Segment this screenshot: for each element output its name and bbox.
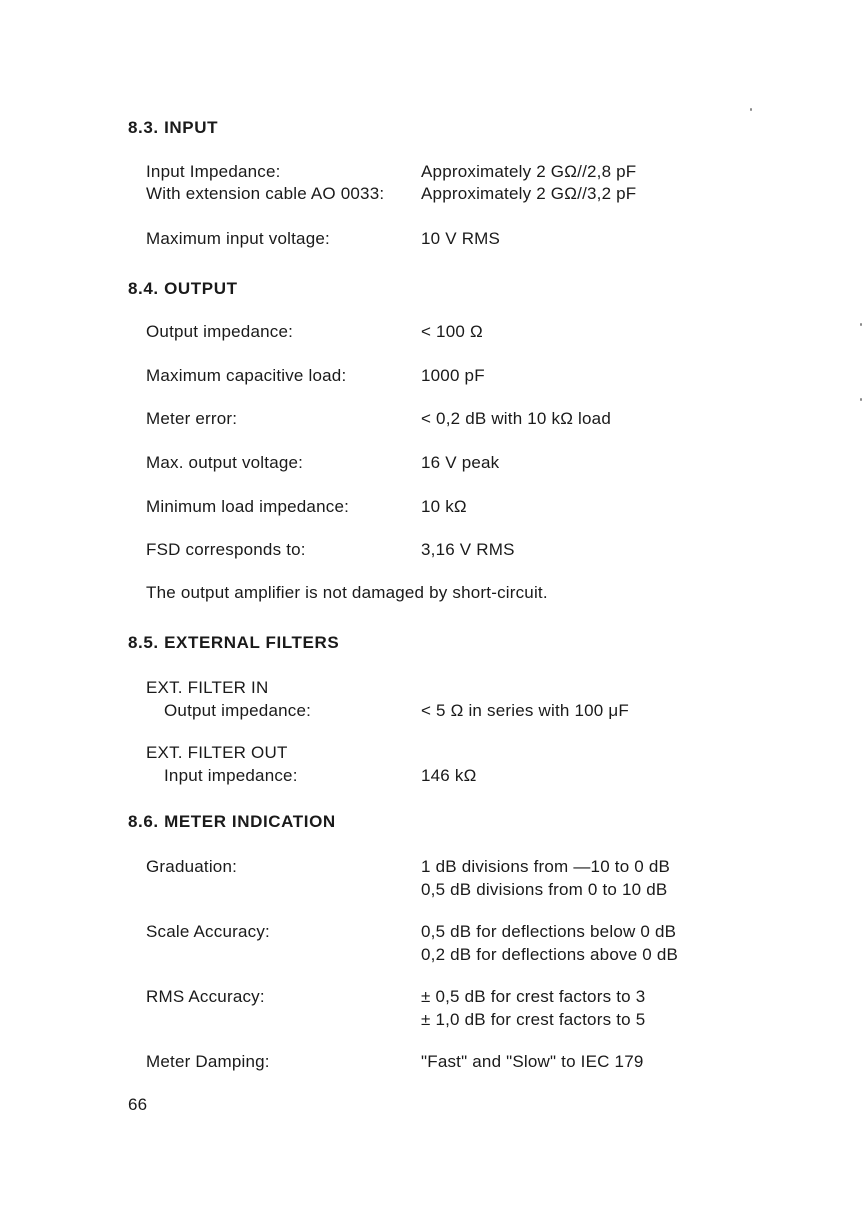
- spec-value: 3,16 V RMS: [421, 540, 515, 559]
- spec-sublabel: Output impedance:: [164, 701, 312, 720]
- spec-row-fsd: [146, 538, 846, 561]
- spec-row-rms-accuracy: [146, 985, 846, 1031]
- scan-speck: [750, 108, 752, 111]
- spec-label: RMS Accuracy:: [146, 987, 265, 1006]
- spec-label: Maximum input voltage:: [146, 229, 330, 248]
- output-note: The output amplifier is not damaged by short-circuit.: [146, 583, 548, 602]
- spec-row-scale-accuracy: [146, 920, 846, 966]
- spec-label: Meter Damping:: [146, 1052, 270, 1071]
- spec-label-group: [146, 676, 421, 722]
- spec-value-group: [421, 920, 846, 966]
- spec-value-line: "Fast" and "Slow" to IEC 179: [421, 1052, 644, 1071]
- spec-value: Approximately 2 GΩ//3,2 pF: [421, 184, 637, 203]
- spec-value-line: ± 1,0 dB for crest factors to 5: [421, 1010, 646, 1029]
- spec-label: Input Impedance:: [146, 162, 281, 181]
- spec-row-meter-error: [146, 407, 846, 430]
- spec-value: < 0,2 dB with 10 kΩ load: [421, 409, 611, 428]
- spec-label: Scale Accuracy:: [146, 922, 270, 941]
- spec-value-line: 1 dB divisions from —10 to 0 dB: [421, 857, 671, 876]
- spec-label: Maximum capacitive load:: [146, 366, 347, 385]
- spec-value: < 100 Ω: [421, 322, 483, 341]
- spec-value-line: 0,5 dB for deflections below 0 dB: [421, 922, 677, 941]
- spec-row-input-impedance: [146, 160, 846, 183]
- spec-value: 10 kΩ: [421, 497, 467, 516]
- spec-label: Graduation:: [146, 857, 238, 876]
- spec-label: Max. output voltage:: [146, 453, 304, 472]
- spec-sublabel: Input impedance:: [164, 766, 298, 785]
- section-heading-input: 8.3. INPUT: [128, 118, 219, 137]
- spec-value-group: [421, 1050, 846, 1073]
- spec-label: EXT. FILTER IN: [146, 678, 269, 697]
- spec-value: Approximately 2 GΩ//2,8 pF: [421, 162, 637, 181]
- spec-row-capacitive-load: [146, 364, 846, 387]
- spec-row-ext-filter-out: [146, 741, 846, 787]
- section-heading-external-filters: 8.5. EXTERNAL FILTERS: [128, 633, 340, 652]
- scan-speck: [860, 398, 862, 401]
- page-number: 66: [128, 1095, 148, 1114]
- section-heading-meter-indication: 8.6. METER INDICATION: [128, 812, 336, 831]
- spec-label: FSD corresponds to:: [146, 540, 306, 559]
- spec-label: Output impedance:: [146, 322, 294, 341]
- spec-value: < 5 Ω in series with 100 μF: [421, 701, 629, 720]
- spec-row-meter-damping: [146, 1050, 846, 1073]
- spec-row-output-impedance: [146, 320, 846, 343]
- spec-label: Meter error:: [146, 409, 238, 428]
- spec-label: With extension cable AO 0033:: [146, 184, 385, 203]
- spec-value-line: 0,5 dB divisions from 0 to 10 dB: [421, 880, 668, 899]
- spec-value: 1000 pF: [421, 366, 485, 385]
- spec-value: 16 V peak: [421, 453, 500, 472]
- spec-row-extension-cable: [146, 182, 846, 205]
- spec-label-group: [146, 741, 421, 787]
- spec-row-min-load-impedance: [146, 495, 846, 518]
- spec-value: 10 V RMS: [421, 229, 501, 248]
- spec-row-max-input-voltage: [146, 227, 846, 250]
- spec-label: Minimum load impedance:: [146, 497, 350, 516]
- spec-row-max-output-voltage: [146, 451, 846, 474]
- spec-row-graduation: [146, 855, 846, 901]
- section-heading-output: 8.4. OUTPUT: [128, 279, 238, 298]
- scan-speck: [860, 323, 862, 326]
- spec-value-line: 0,2 dB for deflections above 0 dB: [421, 945, 679, 964]
- spec-value-group: [421, 855, 846, 901]
- spec-value-line: ± 0,5 dB for crest factors to 3: [421, 987, 646, 1006]
- spec-value: 146 kΩ: [421, 766, 477, 785]
- spec-label: EXT. FILTER OUT: [146, 743, 288, 762]
- spec-value-group: [421, 985, 846, 1031]
- spec-row-ext-filter-in: [146, 676, 846, 722]
